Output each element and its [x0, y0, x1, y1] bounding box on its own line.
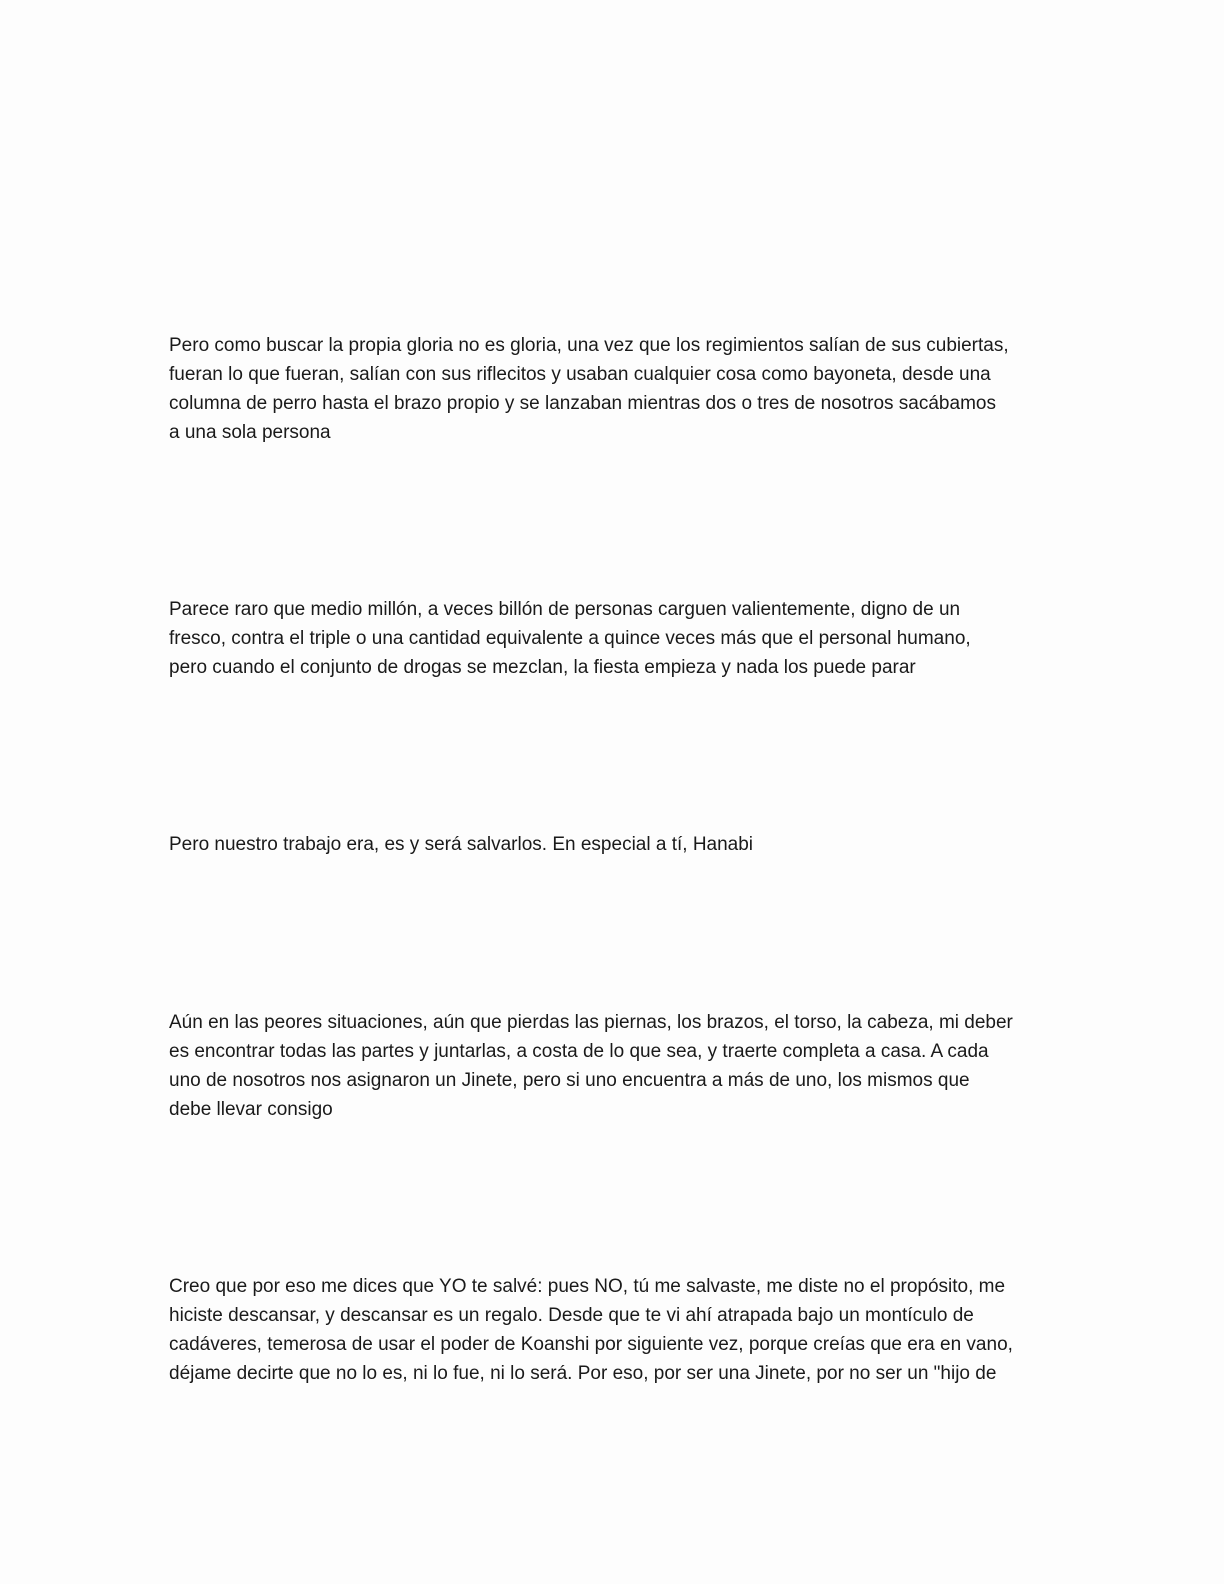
text-line: fueran lo que fueran, salían con sus riflecitos y usaban cualquier cosa como bayoneta, desde una [169, 364, 991, 385]
text-line: columna de perro hasta el brazo propio y se lanzaban mientras dos o tres de nosotros sacábamos [169, 393, 996, 414]
paragraph-5 [169, 1272, 1049, 1388]
text-line: cadáveres, temerosa de usar el poder de Koanshi por siguiente vez, porque creías que era en vano, [169, 1334, 1013, 1355]
text-line: fresco, contra el triple o una cantidad equivalente a quince veces más que el personal humano, [169, 628, 971, 649]
text-line: hiciste descansar, y descansar es un regalo. Desde que te vi ahí atrapada bajo un montículo de [169, 1305, 974, 1326]
text-line: déjame decirte que no lo es, ni lo fue, ni lo será. Por eso, por ser una Jinete, por no ser un "hijo de [169, 1363, 997, 1384]
text-line: es encontrar todas las partes y juntarlas, a costa de lo que sea, y traerte completa a casa. A cada [169, 1041, 989, 1062]
paragraph-4 [169, 1008, 1049, 1124]
text-line: Creo que por eso me dices que YO te salvé: pues NO, tú me salvaste, me diste no el propósito, me [169, 1276, 1006, 1297]
text-line: pero cuando el conjunto de drogas se mezclan, la fiesta empieza y nada los puede parar [169, 657, 916, 678]
text-line: Aún en las peores situaciones, aún que pierdas las piernas, los brazos, el torso, la cabeza, mi deber [169, 1012, 1013, 1033]
text-line: Pero como buscar la propia gloria no es gloria, una vez que los regimientos salían de sus cubiertas, [169, 335, 1009, 356]
paragraph-1 [169, 331, 1049, 447]
text-line: uno de nosotros nos asignaron un Jinete, pero si uno encuentra a más de uno, los mismos que [169, 1070, 970, 1091]
text-line: a una sola persona [169, 422, 331, 443]
paragraph-3 [169, 830, 1049, 859]
text-line: Pero nuestro trabajo era, es y será salvarlos. En especial a tí, Hanabi [169, 834, 754, 855]
paragraph-2 [169, 595, 1049, 682]
text-line: debe llevar consigo [169, 1099, 333, 1120]
text-line: Parece raro que medio millón, a veces billón de personas carguen valientemente, digno de un [169, 599, 961, 620]
